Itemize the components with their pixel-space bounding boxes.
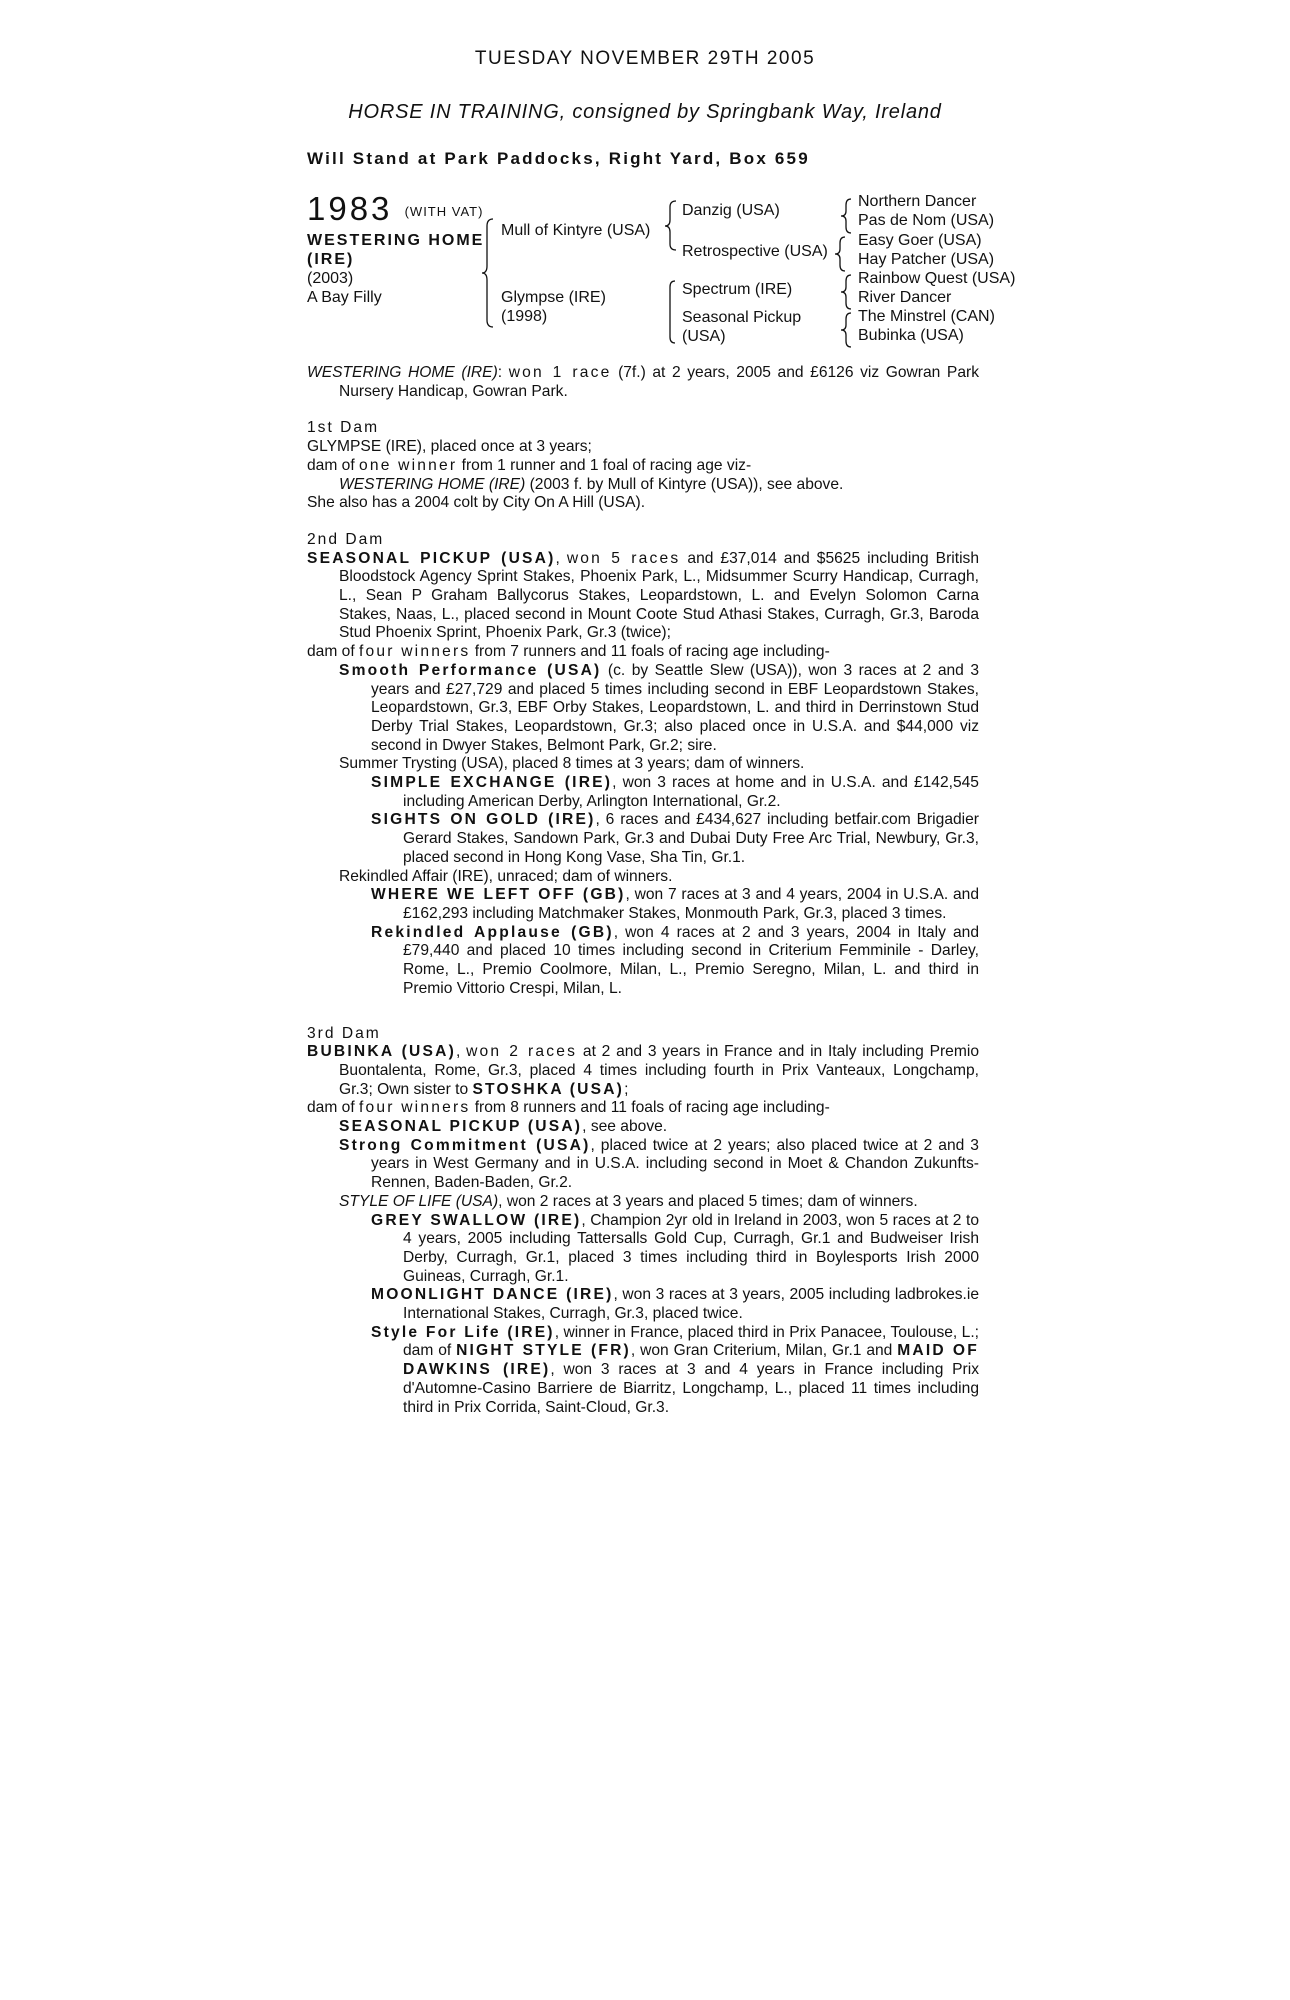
second-dam-winners: four winners [359, 643, 471, 661]
progeny-rekindled-applause: Rekindled Applause (GB) [371, 923, 614, 941]
first-dam-also: She also has a 2004 colt by City On A Hill (USA). [307, 494, 646, 512]
pedigree-bracket-1 [482, 218, 494, 328]
third-dam-record: BUBINKA (USA), won 2 races at 2 and 3 years in France and in Italy including Premio Buontalenta, Rome, Gr.3, placed 4 times including fourth in Prix Vanteaux, Longchamp, Gr.3; Own sister to STOSHKA (USA); [307, 1043, 979, 1098]
horse-year: (2003) [307, 270, 354, 287]
first-dam-progeny-text: (2003 f. by Mull of Kintyre (USA)), see above. [525, 475, 844, 493]
third-dam-text-end: ; [624, 1080, 629, 1098]
race-record-summary: WESTERING HOME (IRE): won 1 race (7f.) at 2 years, 2005 and £6126 viz Gowran Park Nursery Handicap, Gowran Park. [307, 364, 979, 400]
pedigree-bracket-3d [840, 312, 852, 348]
progeny-maid-of-dawkins-text: , won 3 races at 3 and 4 years in France including Prix d'Automne-Casino Barriere de Biarritz, Longchamp, L., placed 11 times including third in Prix Corrida, Saint-Cloud, Gr.3. [403, 1361, 979, 1416]
second-dam-progeny-1 [307, 662, 979, 756]
third-dam-won: won 2 races [466, 1043, 578, 1061]
pedigree-gen3-4: Hay Patcher (USA) [858, 251, 995, 268]
pedigree-gen3-5: Rainbow Quest (USA) [858, 270, 1016, 287]
pedigree-gen3-3: Easy Goer (USA) [858, 232, 982, 249]
vat-note: (WITH VAT) [404, 204, 484, 219]
second-dam-grandprogeny-3a [307, 886, 979, 923]
third-dam-winners: four winners [359, 1099, 471, 1117]
third-dam-grandprogeny-3b [307, 1286, 979, 1323]
second-dam-record: SEASONAL PICKUP (USA), won 5 races and £37,014 and $5625 including British Bloodstock Agency Sprint Stakes, Phoenix Park, L., Midsummer Scurry Handicap, Curragh, L., Sean P Graham Ballycorus Stakes, Leopardstown, L. and Evelyn Solomon Carna Stakes, Naas, L., placed second in Mount Coote Stud Athasi Stakes, Curragh, Gr.3, Baroda Stud Phoenix Sprint, Phoenix Park, Gr.3 (twice); [307, 549, 980, 642]
progeny-style-for-life-text: , winner in France, placed third in Prix Panacee, Toulouse, L.; dam of [403, 1323, 980, 1360]
first-dam-produce-line [307, 457, 979, 476]
progeny-style-of-life-text: , won 2 races at 3 years and placed 5 times; dam of winners. [498, 1192, 918, 1210]
pedigree-sire-sire: Danzig (USA) [682, 202, 780, 219]
pedigree-gen3-8: Bubinka (USA) [858, 327, 964, 344]
third-dam-name: BUBINKA (USA) [307, 1043, 456, 1061]
pedigree-dam-dam-origin: (USA) [682, 328, 726, 345]
third-dam-grandprogeny-3c [307, 1324, 979, 1418]
second-dam-heading: 2nd Dam [307, 530, 385, 548]
progeny-maid-of-dawkins: MAID OF DAWKINS (IRE) [403, 1342, 979, 1379]
pedigree-dam-year: (1998) [501, 308, 548, 325]
third-dam-progeny-3 [307, 1193, 979, 1212]
pedigree-bracket-3c [840, 274, 852, 310]
pedigree-notes [307, 364, 979, 1417]
progeny-sights-on-gold: SIGHTS ON GOLD (IRE) [371, 811, 596, 829]
second-dam-name: SEASONAL PICKUP (USA) [307, 549, 556, 567]
second-dam-text: and £37,014 and $5625 including British Bloodstock Agency Sprint Stakes, Phoenix Park, L., Midsummer Scurry Handicap, Curragh, L., Sean P Graham Ballycorus Stakes, Leopardstown, L. and Evelyn Solomon Carna Stakes, Naas, L., placed second in Mount Coote Stud Athasi Stakes, Curragh, Gr.3, Baroda Stud Phoenix Sprint, Phoenix Park, Gr.3 (twice); [339, 549, 980, 642]
third-dam-produce-line [307, 1099, 979, 1118]
second-dam-grandprogeny-3b [307, 924, 979, 999]
pedigree-dam-dam: Seasonal Pickup [682, 309, 802, 326]
first-dam-winners: one winner [359, 456, 458, 474]
progeny-rekindled-applause-text: , won 4 races at 2 and 3 years, 2004 in Italy and £79,440 and placed 10 times including second in Criterium Femminile - Darley, Rome, L., Premio Coolmore, Milan, L., Premio Seregno, Milan, L. and third in Premio Vittorio Crespi, Milan, L. [403, 923, 979, 997]
progeny-where-we-left-off-text: , won 7 races at 3 and 4 years, 2004 in U.S.A. and £162,293 including Matchmaker Stakes, Monmouth Park, Gr.3, placed 3 times. [403, 886, 980, 922]
third-dam-dam-of: dam of [307, 1099, 360, 1117]
progeny-smooth-performance: Smooth Performance (USA) [339, 661, 602, 679]
progeny-strong-commitment: Strong Commitment (USA) [339, 1136, 591, 1154]
horse-description: A Bay Filly [307, 289, 382, 306]
progeny-moonlight-dance-text: , won 3 races at 3 years, 2005 including ladbrokes.ie International Stakes, Curragh, Gr.3, placed twice. [403, 1286, 980, 1323]
first-dam-line: GLYMPSE (IRE), placed once at 3 years; [307, 438, 592, 456]
horse-origin: (IRE) [307, 251, 355, 268]
progeny-style-for-life: Style For Life (IRE) [371, 1323, 555, 1341]
pedigree-bracket-2b [664, 280, 676, 344]
first-dam-progeny [307, 476, 979, 495]
progeny-moonlight-dance: MOONLIGHT DANCE (IRE) [371, 1286, 614, 1304]
second-dam-produce-line [307, 643, 979, 662]
progeny-simple-exchange: SIMPLE EXCHANGE (IRE) [371, 774, 613, 792]
summary-text: (7f.) at 2 years, 2005 and £6126 viz Gowran Park Nursery Handicap, Gowran Park. [339, 364, 979, 400]
second-dam-won: won 5 races [566, 549, 681, 567]
first-dam-dam-of: dam of [307, 456, 360, 474]
consignment-line: HORSE IN TRAINING, consigned by Springbank Way, Ireland [348, 101, 942, 123]
third-dam-grandprogeny-3a [307, 1212, 979, 1287]
progeny-grey-swallow-text: , Champion 2yr old in Ireland in 2003, won 5 races at 2 to 4 years, 2005 including Tattersalls Gold Cup, Curragh, Gr.1 and Budweiser Irish Derby, Curragh, Gr.1, placed 3 times including third in Boylesports Irish 2000 Guineas, Curragh, Gr.1. [403, 1211, 979, 1285]
third-dam-heading: 3rd Dam [307, 1024, 381, 1042]
progeny-seasonal-pickup: SEASONAL PICKUP (USA) [339, 1118, 583, 1136]
pedigree-dam: Glympse (IRE) [501, 289, 606, 306]
pedigree-gen3-7: The Minstrel (CAN) [858, 308, 995, 325]
pedigree-bracket-2a [664, 200, 678, 252]
third-dam-progeny-2 [307, 1137, 979, 1193]
third-dam-sister: STOSHKA (USA) [472, 1080, 625, 1098]
third-dam-runners: from 8 runners and 11 foals of racing age including- [470, 1099, 830, 1117]
progeny-night-style-text: , won Gran Criterium, Milan, Gr.1 and [630, 1342, 898, 1360]
second-dam-dam-of: dam of [307, 643, 360, 661]
pedigree-sire-dam: Retrospective (USA) [682, 243, 828, 260]
progeny-strong-commitment-text: , placed twice at 2 years; also placed twice at 2 and 3 years in West Germany and in U.S.A. including second in Moet & Chandon Zukunfts-Rennen, Baden-Baden, Gr.2. [371, 1136, 979, 1192]
second-dam-grandprogeny-2b [307, 811, 979, 867]
lot-number [307, 192, 483, 225]
pedigree-gen3-6: River Dancer [858, 289, 952, 306]
pedigree-bracket-3a [840, 198, 852, 234]
first-dam-progeny-name: WESTERING HOME (IRE) [339, 475, 526, 493]
second-dam-progeny-2: Summer Trysting (USA), placed 8 times at 3 years; dam of winners. [339, 755, 805, 773]
pedigree-sire: Mull of Kintyre (USA) [501, 222, 651, 239]
summary-won: won 1 race [508, 364, 612, 381]
progeny-simple-exchange-text: , won 3 races at home and in U.S.A. and £142,545 including American Derby, Arlington International, Gr.2. [403, 774, 979, 810]
pedigree-bracket-3b [834, 236, 846, 272]
second-dam-runners: from 7 runners and 11 foals of racing age including- [470, 643, 830, 661]
progeny-sights-on-gold-text: , 6 races and £434,627 including betfair.com Brigadier Gerard Stakes, Sandown Park, Gr.3 and Dubai Duty Free Arc Trial, Newbury, Gr.3, placed second in Hong Kong Vase, Sha Tin, Gr.1. [403, 811, 979, 866]
pedigree-dam-sire: Spectrum (IRE) [682, 281, 793, 298]
progeny-style-of-life: STYLE OF LIFE (USA) [339, 1192, 499, 1210]
progeny-grey-swallow: GREY SWALLOW (IRE) [371, 1211, 582, 1229]
first-dam-runners: from 1 runner and 1 foal of racing age viz- [457, 456, 752, 474]
progeny-seasonal-pickup-text: , see above. [582, 1118, 668, 1136]
stand-location: Will Stand at Park Paddocks, Right Yard, Box 659 [307, 149, 810, 168]
progeny-smooth-performance-text: (c. by Seattle Slew (USA)), won 3 races at 2 and 3 years and £27,729 and placed 5 times including second in EBF Leopardstown Stakes, Leopardstown, Gr.3, EBF Orby Stakes, Leopardstown, L. and third in Derrinstown Stud Derby Trial Stakes, Leopardstown, Gr.3; also placed once in U.S.A. and $44,000 viz second in Dwyer Stakes, Belmont Park, Gr.2; sire. [371, 661, 979, 754]
pedigree-gen3-1: Northern Dancer [858, 193, 977, 210]
third-dam-text: at 2 and 3 years in France and in Italy including Premio Buontalenta, Rome, Gr.3, placed 4 times including fourth in Prix Vanteaux, Longchamp, Gr.3; Own sister to [339, 1043, 979, 1098]
pedigree-gen3-2: Pas de Nom (USA) [858, 212, 995, 229]
second-dam-progeny-3: Rekindled Affair (IRE), unraced; dam of winners. [339, 867, 673, 885]
lot-number-value: 1983 [307, 190, 393, 227]
summary-horse-name: WESTERING HOME (IRE) [307, 364, 498, 381]
first-dam-heading: 1st Dam [307, 419, 380, 437]
second-dam-grandprogeny-2a [307, 774, 979, 811]
third-dam-progeny-1 [307, 1118, 979, 1137]
sale-date: TUESDAY NOVEMBER 29TH 2005 [474, 48, 816, 69]
progeny-where-we-left-off: WHERE WE LEFT OFF (GB) [371, 886, 626, 904]
horse-name: WESTERING HOME [307, 232, 485, 249]
progeny-night-style: NIGHT STYLE (FR) [456, 1342, 631, 1360]
